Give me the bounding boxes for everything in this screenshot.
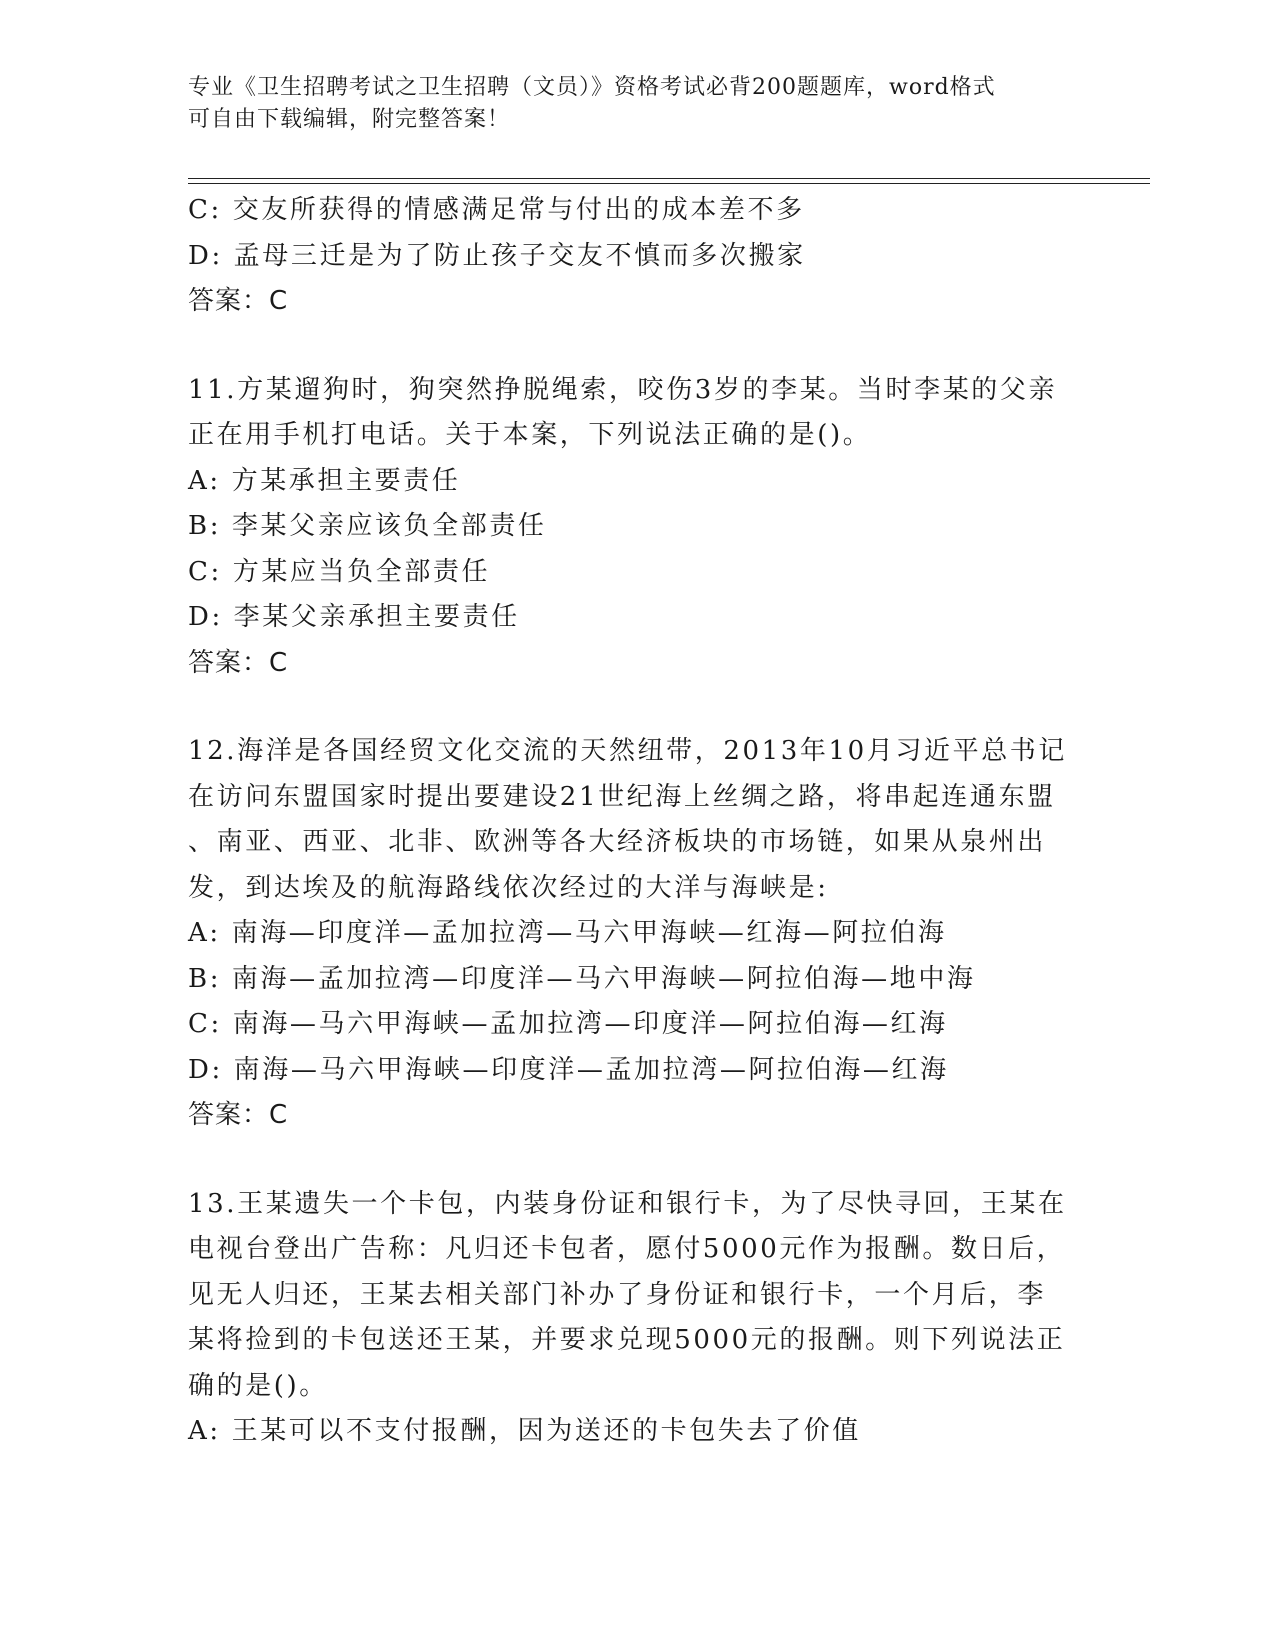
option-c: C: 南海—马六甲海峡—孟加拉湾—印度洋—阿拉伯海—红海 (188, 1009, 948, 1039)
header-subtitle-line: 可自由下载编辑，附完整答案！ (188, 107, 511, 132)
answer-line: 答案：C (188, 286, 289, 316)
option-b: B: 南海—孟加拉湾—印度洋—马六甲海峡—阿拉伯海—地中海 (188, 963, 976, 994)
spacer (188, 1139, 1088, 1182)
option-b: B: 李某父亲应该负全部责任 (188, 511, 547, 541)
question-stem-line: 在访问东盟国家时提出要建设21世纪海上丝绸之路，将串起连通东盟 (188, 781, 1056, 812)
header-title-line: 专业《卫生招聘考试之卫生招聘（文员）》资格考试必背200题题库，word格式 (188, 75, 996, 100)
question-stem-line: 电视台登出广告称：凡归还卡包者，愿付5000元作为报酬。数日后， (188, 1234, 1066, 1264)
spacer (188, 325, 1088, 368)
question-stem-line: 确的是()。 (188, 1370, 328, 1401)
spacer (188, 686, 1088, 729)
option-a: A: 南海—印度洋—孟加拉湾—马六甲海峡—红海—阿拉伯海 (188, 918, 947, 948)
header-divider-bottom (188, 183, 1150, 184)
header-divider-top (188, 178, 1150, 179)
question-stem-line: 13.王某遗失一个卡包，内装身份证和银行卡，为了尽快寻回，王某在 (188, 1188, 1067, 1219)
answer-line: 答案：C (188, 1100, 289, 1130)
option-d: D: 李某父亲承担主要责任 (188, 602, 520, 632)
question-13 (188, 1182, 1088, 1455)
question-stem-line: 见无人归还，王某去相关部门补办了身份证和银行卡，一个月后，李 (188, 1279, 1047, 1310)
question-stem-line: 11.方某遛狗时，狗突然挣脱绳索，咬伤3岁的李某。当时李某的父亲 (188, 374, 1058, 405)
question-stem-line: 12.海洋是各国经贸文化交流的天然纽带，2013年10月习近平总书记 (188, 736, 1068, 766)
question-list (188, 188, 1088, 1455)
question-stem-line: 、南亚、西亚、北非、欧洲等各大经济板块的市场链，如果从泉州出 (188, 827, 1047, 857)
question-stem-line: 发，到达埃及的航海路线依次经过的大洋与海峡是: (188, 872, 829, 903)
question-stem-line: 正在用手机打电话。关于本案，下列说法正确的是()。 (188, 420, 872, 450)
option-d: D: 南海—马六甲海峡—印度洋—孟加拉湾—阿拉伯海—红海 (188, 1054, 949, 1085)
option-d: D: 孟母三迁是为了防止孩子交友不慎而多次搬家 (188, 240, 806, 271)
option-c: C: 交友所获得的情感满足常与付出的成本差不多 (188, 195, 805, 225)
option-a: A: 方某承担主要责任 (188, 465, 461, 496)
answer-line: 答案：C (188, 647, 289, 678)
question-11 (188, 368, 1088, 687)
question-stem-line: 某将捡到的卡包送还王某，并要求兑现5000元的报酬。则下列说法正 (188, 1325, 1066, 1355)
option-c: C: 方某应当负全部责任 (188, 556, 491, 587)
question-12 (188, 729, 1088, 1139)
question-10-continued (188, 188, 1088, 325)
document-header (188, 72, 1068, 136)
option-a: A: 王某可以不支付报酬，因为送还的卡包失去了价值 (188, 1416, 861, 1446)
